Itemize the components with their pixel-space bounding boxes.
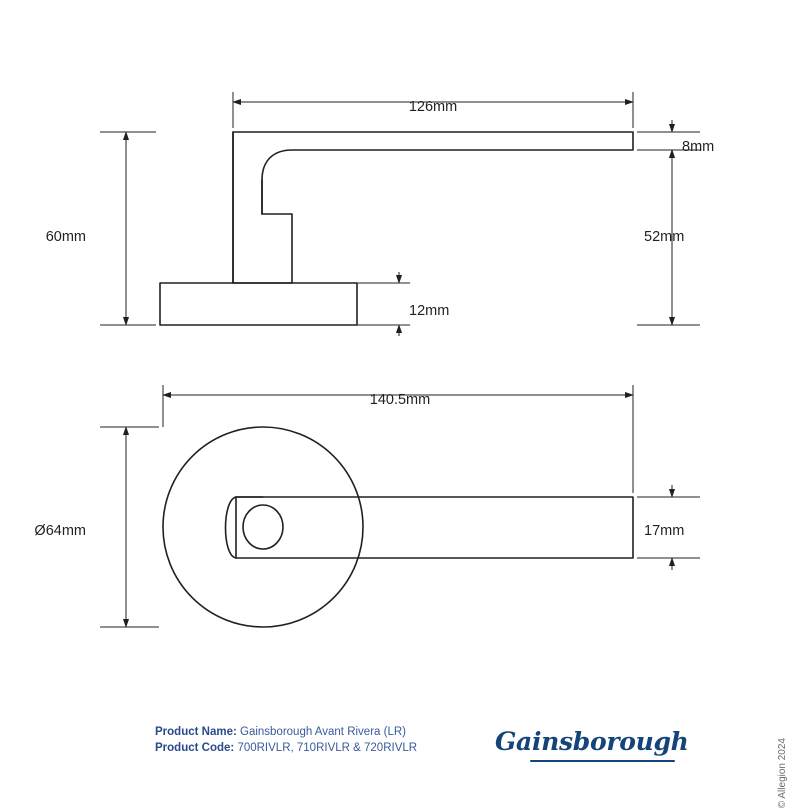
product-code-line	[155, 740, 417, 756]
side-view-extension-lines	[100, 92, 700, 325]
dim-text-60mm: 60mm	[45, 228, 86, 245]
copyright-notice: © Allegion 2024	[777, 738, 788, 808]
side-view-rose	[160, 283, 357, 325]
product-name-line	[155, 724, 417, 740]
brand-logo-underline	[530, 760, 675, 762]
product-name-value: Gainsborough Avant Rivera (LR)	[240, 726, 406, 738]
dim-text-140-5mm: 140.5mm	[369, 391, 431, 408]
brand-logo: Gainsborough	[495, 727, 689, 756]
dim-text-dia-64mm: Ø64mm	[34, 522, 86, 539]
product-code-value: 700RIVLR, 710RIVLR & 720RIVLR	[237, 742, 418, 754]
dim-text-17mm: 17mm	[644, 522, 685, 539]
footer-product-info	[155, 724, 417, 756]
dim-text-52mm: 52mm	[644, 228, 685, 245]
front-view-rose-circle	[163, 427, 363, 627]
product-name-label: Product Name:	[155, 726, 237, 738]
front-view-lever-taper	[226, 497, 237, 558]
dim-text-12mm: 12mm	[409, 302, 450, 319]
front-view-extension-lines	[100, 385, 700, 627]
front-view-spindle-hole	[243, 505, 283, 549]
side-view-lever-outline	[233, 132, 633, 283]
dim-text-126mm: 126mm	[408, 98, 458, 115]
product-code-label: Product Code:	[155, 742, 235, 754]
dim-text-8mm: 8mm	[682, 138, 715, 155]
front-view-lever-body	[236, 497, 633, 558]
